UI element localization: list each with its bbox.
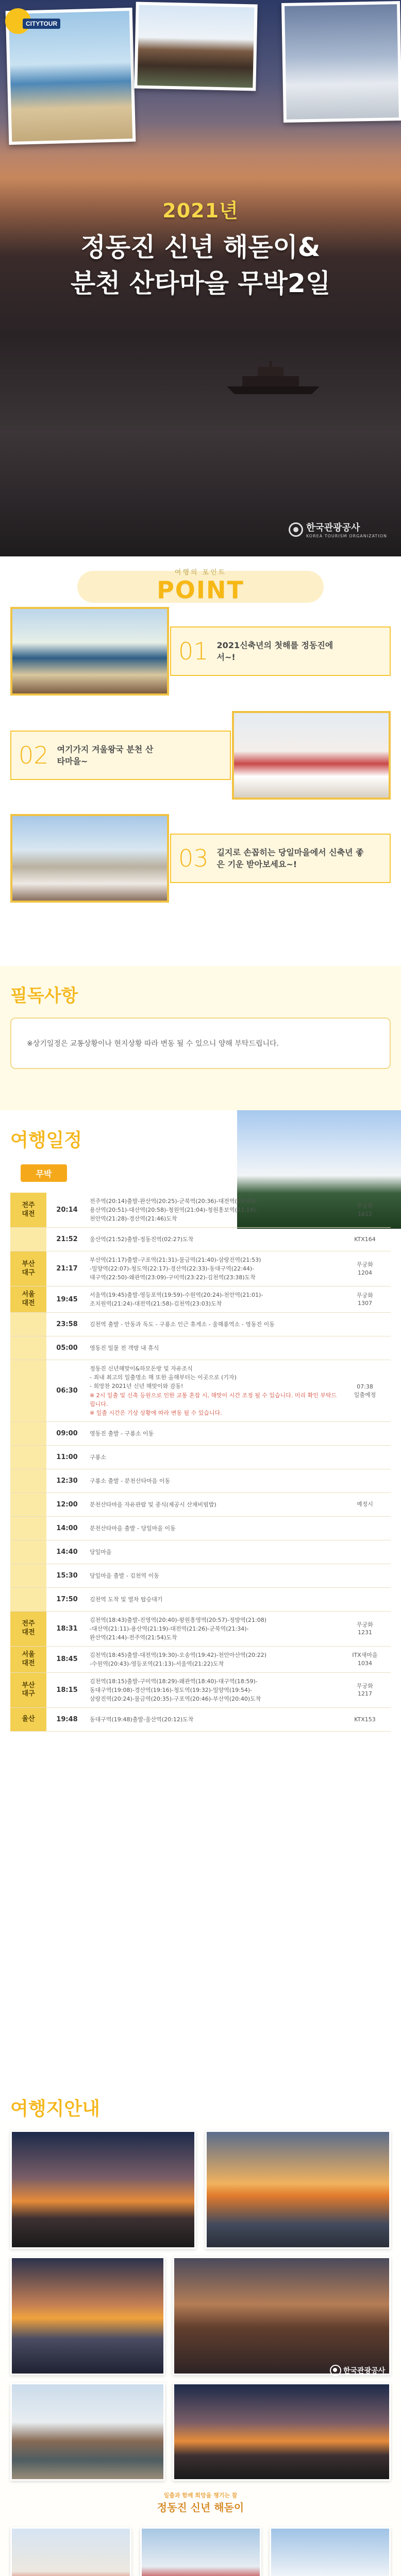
schedule-note: 무궁화 1204 [357,1261,373,1276]
schedule-row [10,1422,391,1446]
schedule-desc [88,1708,339,1731]
schedule-note [339,1446,391,1469]
schedule-row [10,1228,391,1251]
schedule-row [10,1517,391,1540]
schedule-day [10,1469,46,1493]
schedule-desc [88,1360,339,1421]
schedule-desc-line: - 희망찬 2021년 신년 해맞이와 감동! [90,1383,183,1390]
point-box-3 [170,834,391,883]
schedule-desc [88,1673,339,1707]
guide-photo-train [140,2527,261,2576]
schedule-desc [88,1336,339,1360]
schedule-desc-line: 울산역(21:52)출발-정동진역(02:27)도착 [90,1236,194,1243]
schedule-day [10,1360,46,1421]
schedule-note [339,1422,391,1445]
schedule-row [10,1251,391,1286]
schedule-row [10,1540,391,1564]
schedule-desc [88,1612,339,1646]
schedule-row [10,1313,391,1336]
hero-year: 2021년 [162,199,239,222]
schedule-row [10,1360,391,1421]
schedule-day [10,1517,46,1540]
schedule-time: 12:00 [56,1500,78,1509]
schedule-row [10,1708,391,1732]
schedule-day: 부산 대구 [10,1673,46,1707]
schedule-time: 12:30 [56,1477,78,1485]
schedule-desc [88,1517,339,1540]
schedule-day [10,1228,46,1251]
schedule-desc-line: 구룡소 [90,1453,106,1461]
schedule-desc-line: 당일마을 출발 - 김천역 이동 [90,1572,159,1579]
hero-title-line1: 정동진 신년 해돋이& [80,232,321,262]
guide-photo-ship [173,2257,391,2375]
schedule-row [10,1193,391,1228]
schedule-note: ITX새마을 1034 [352,1652,378,1667]
schedule-time: 18:31 [56,1624,78,1633]
schedule-time: 05:00 [56,1344,78,1352]
guide-photo-santa-village [10,2527,131,2576]
schedule-desc-line: 천안역(21:28)-경산역(21:46)도착 [90,1215,177,1223]
schedule-row [10,1493,391,1517]
schedule-row [10,1564,391,1588]
schedule-desc-line: ※ 일출 시간은 기상 상황에 따라 변동 될 수 있습니다. [90,1409,222,1416]
schedule-section [0,1110,401,2079]
schedule-desc-line: 서울역(19:45)출발-영등포역(19:59)-수원역(20:24)-천안역(21:01)- [90,1292,263,1299]
guide-photo-sunrise-2 [205,2130,391,2249]
schedule-desc-line: 김천역(18:43)출발-진영역(20:40)-왕원흥영역(20:57)-정방역(21:08) [90,1616,267,1623]
schedule-desc [88,1446,339,1469]
guide-photo-snow-tree [270,2527,391,2576]
schedule-desc [88,1540,339,1564]
schedule-day: 서울 대전 [10,1286,46,1312]
point-photo-2 [232,711,391,800]
schedule-desc-line: 분천산타마을 출발 - 당일마을 이동 [90,1524,176,1532]
schedule-desc-line: 당일마을 [90,1548,112,1555]
point-section [0,556,401,966]
schedule-desc-line: 대구역(22:50)-왜관역(23:09)-구미역(23:22)-김천역(23:38)도착 [90,1274,256,1281]
schedule-desc [88,1469,339,1493]
guide-photo-sunrise-4 [173,2383,391,2481]
point-item-2 [0,711,401,824]
schedule-desc [88,1588,339,1611]
schedule-row [10,1588,391,1612]
schedule-desc [88,1193,339,1227]
schedule-note: KTX153 [354,1716,376,1723]
schedule-time: 19:48 [56,1716,78,1724]
hero-photo-snow [281,1,401,123]
point-text-1: 2021신축년의 첫해를 정동진에서~! [216,640,333,662]
schedule-time: 15:30 [56,1571,78,1580]
schedule-note: 예정시 [357,1501,373,1508]
schedule-day [10,1588,46,1611]
kto-logo [289,520,387,538]
point-box-2 [10,731,231,780]
schedule-day [10,1540,46,1564]
schedule-row [10,1647,391,1673]
schedule-desc-line: 영동진 밀물 전 객방 내 휴식 [90,1345,159,1352]
logo-text: CITYTOUR [23,19,60,29]
schedule-note: 무궁화 1217 [357,1683,373,1698]
schedule-time: 14:00 [56,1524,78,1532]
schedule-row [10,1469,391,1493]
hero-photo-temple [134,2,257,91]
point-text-3: 길지로 손꼽히는 당일마을에서 신축년 좋은 기운 받아보세요~! [216,847,364,869]
notice-title: 필독사항 [10,986,78,1006]
schedule-note: 07:38 일출예정 [354,1383,376,1398]
schedule-desc-line: 김천역 도착 및 열차 탑승대기 [90,1596,163,1603]
guide-section [0,2079,401,2576]
point-item-1 [0,607,401,720]
schedule-time: 20:14 [56,1206,78,1214]
guide-kto-logo [330,2365,385,2376]
schedule-time: 23:58 [56,1320,78,1329]
kto-name: 한국관광공사 [306,522,360,533]
schedule-desc [88,1564,339,1587]
schedule-desc [88,1313,339,1336]
schedule-desc [88,1286,339,1312]
schedule-time: 18:15 [56,1686,78,1694]
ship-silhouette-icon [222,361,325,397]
point-photo-1 [10,607,169,696]
schedule-desc-line: -수원역(20:43)-영등포역(21:13)-서울역(21:22)도착 [90,1660,224,1667]
schedule-note [339,1313,391,1336]
guide-photo-sunrise-3 [10,2257,165,2375]
schedule-time: 18:45 [56,1655,78,1664]
schedule-day [10,1564,46,1587]
schedule-day: 부산 대구 [10,1251,46,1286]
schedule-day [10,1313,46,1336]
guide-kto-mark-icon [330,2365,341,2376]
schedule-time: 21:52 [56,1235,78,1244]
schedule-time: 06:30 [56,1387,78,1395]
schedule-note [339,1588,391,1611]
guide-kto-name: 한국관광공사 [343,2367,386,2375]
point-text-2: 여기가지 겨울왕국 분천 산타마을~ [57,744,154,766]
schedule-day [10,1493,46,1516]
guide-photo-sunrise-1 [10,2130,196,2249]
schedule-time: 09:00 [56,1429,78,1437]
schedule-desc-line: -밀양역(22:07)-청도역(22:17)-경산역(22:33)-동대구역(22:44)- [90,1265,255,1273]
schedule-desc-line: 동대구역(19:08)-경산역(19:16)-청도역(19:32)-밀양역(19:54)- [90,1686,253,1693]
schedule-desc-line: 부산역(21:17)출발-구포역(21:31)-물금역(21:40)-삼랑진역(21:53) [90,1257,261,1264]
schedule-day: 서울 대전 [10,1647,46,1672]
schedule-day [10,1446,46,1469]
guide-caption-1-small: 일출과 함께 희망을 챙기는 찰 [163,2492,238,2499]
schedule-row [10,1336,391,1360]
schedule-desc-line: 조치원역(21:24)-대전역(21:58)-김천역(23:03)도착 [90,1300,222,1308]
schedule-row [10,1612,391,1647]
schedule-desc-line: 삼랑진역(20:24)-물금역(20:35)-구포역(20:46)-부산역(20:40)도착 [90,1695,261,1702]
schedule-row [10,1286,391,1313]
hero-title-line2: 분천 산타마을 무박2일 [70,268,331,298]
schedule-time: 21:17 [56,1265,78,1273]
point-subtitle: 여행의 포인트 [174,569,227,577]
schedule-note: 무궁화 1231 [357,1621,373,1636]
schedule-time: 19:45 [56,1295,78,1303]
schedule-desc-line: 김천역(18:45)출발-대전역(19:30)-오송역(19:42)-천안아산역(20:22) [90,1651,267,1658]
schedule-time: 17:50 [56,1595,78,1603]
schedule-note [339,1336,391,1360]
hero-banner [0,0,401,556]
schedule-note: KTX164 [354,1235,376,1243]
schedule-row [10,1673,391,1708]
guide-caption-1 [0,2491,401,2514]
schedule-tag: 무박 [21,1164,67,1182]
notice-section [0,966,401,1110]
schedule-note [339,1564,391,1587]
schedule-row [10,1446,391,1469]
schedule-note [339,1540,391,1564]
schedule-note: 무궁화 1612 [357,1202,373,1217]
schedule-desc-line: 김천역(18:15)출발-구미역(18:29)-왜관역(18:40)-대구역(18:59)- [90,1677,258,1685]
schedule-desc [88,1422,339,1445]
schedule-desc [88,1251,339,1286]
schedule-desc-line: 구룡소 출발 - 분천산타마을 이동 [90,1477,171,1484]
schedule-desc-line: 용산역(20:51)-대산역(20:58)-청원역(21:04)-청원흥보역(21:14)- [90,1207,258,1214]
point-num-1: 01 [178,637,209,665]
guide-caption-1-big: 정동진 신년 해돋이 [157,2501,244,2514]
point-title: POINT [157,576,244,604]
schedule-desc-line: 김천역 출발 - 안동과 독도 - 구룡소 인근 휴게소 - 울해룡역소 - 영동진 이동 [90,1321,275,1328]
schedule-title: 여행일정 [10,1130,82,1151]
schedule-day: 전주 대전 [10,1193,46,1227]
point-num-2: 02 [19,741,49,769]
kto-sub: KOREA TOURISM ORGANIZATION [306,534,387,538]
schedule-time: 14:40 [56,1548,78,1556]
schedule-desc-line: 동대구역(19:48)출발-울산역(20:12)도착 [90,1716,194,1723]
schedule-note: 무궁화 1307 [357,1292,373,1307]
point-photo-3 [10,814,169,903]
schedule-desc [88,1647,339,1672]
point-box-1 [170,626,391,676]
schedule-note [339,1469,391,1493]
notice-box [10,1018,391,1069]
schedule-desc-line: ※ 2시 일출 및 신축 등원으로 인한 교통 혼잡 시, 해맞이 시간 조정 될 수 있습니다. 미리 확인 부탁드립니다. [90,1392,337,1408]
schedule-day: 전주 대전 [10,1612,46,1646]
point-num-3: 03 [178,844,209,872]
schedule-desc-line: 영동진 출발 - 구룡소 이동 [90,1430,154,1437]
guide-title: 여행지안내 [10,2098,100,2120]
citytour-logo [5,5,67,41]
notice-text: ※상기일정은 교통상황이나 현지상황 따라 변동 될 수 있으니 양해 부탁드립니다. [27,1040,279,1048]
schedule-note [339,1517,391,1540]
schedule-desc-line: - 죄내 최고의 일출명소 해 또한 올해부터는 이곳으로 (기자) [90,1374,237,1381]
schedule-time: 11:00 [56,1453,78,1461]
schedule-desc [88,1228,339,1251]
schedule-day: 울산 [10,1708,46,1731]
schedule-desc [88,1493,339,1516]
guide-photo-rail [10,2383,165,2481]
point-item-3 [0,814,401,927]
schedule-desc-line: 분천산타마을 자유관람 및 중식(제공시 산채비빔밥) [90,1501,216,1508]
schedule-desc-line: 완산역(21:44)-전주역(21:54)도착 [90,1634,177,1641]
schedule-desc-line: 전주역(20:14)출발-완산역(20:25)-군북역(20:36)-대전역(20:43)- [90,1198,258,1205]
schedule-table [10,1193,391,1732]
schedule-desc-line: -대산역(21:11)-용산역(21:19)-대전역(21:26)-군북역(21:34)- [90,1625,249,1632]
schedule-desc-line: 정동진 신년해맞이&하모돈방 및 자유조식 [90,1365,193,1372]
schedule-day [10,1336,46,1360]
kto-mark-icon [289,522,303,537]
schedule-day [10,1422,46,1445]
